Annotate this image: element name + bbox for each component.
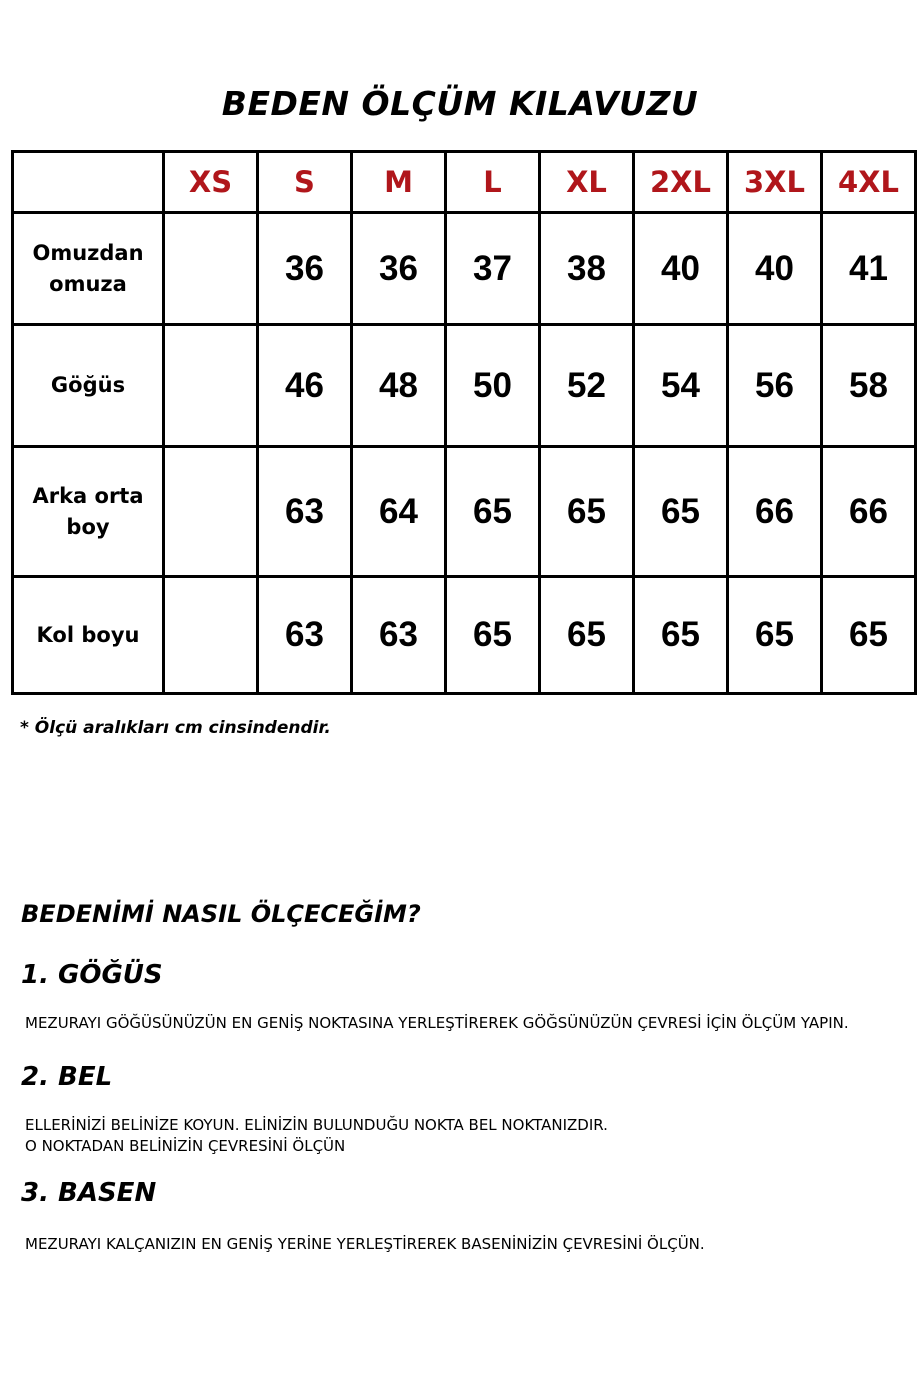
value-cell: 38: [540, 213, 634, 325]
value-cell: 41: [822, 213, 916, 325]
value-cell: 46: [258, 325, 352, 447]
row-label: [13, 577, 164, 694]
value-cell: 40: [728, 213, 822, 325]
value-cell: 65: [446, 447, 540, 577]
value-cell: 66: [822, 447, 916, 577]
step-text-basen: MEZURAYI KALÇANIZIN EN GENİŞ YERİNE YERLEŞTİREREK BASENİNİZİN ÇEVRESİNİ ÖLÇÜN.: [25, 1235, 705, 1253]
value-cell: 36: [258, 213, 352, 325]
value-cell: 63: [258, 577, 352, 694]
value-cell: 56: [728, 325, 822, 447]
size-header-3xl: 3XL: [728, 152, 822, 213]
size-header-row: [13, 152, 916, 213]
value-cell: [164, 447, 258, 577]
step-title-bel: 2. BEL: [21, 1062, 113, 1092]
unit-note: * Ölçü aralıkları cm cinsindendir.: [20, 718, 331, 738]
size-header-m: M: [352, 152, 446, 213]
size-header-4xl: 4XL: [822, 152, 916, 213]
step-text-bel-line1: ELLERİNİZİ BELİNİZE KOYUN. ELİNİZİN BULUNDUĞU NOKTA BEL NOKTANIZDIR.: [25, 1116, 608, 1134]
table-row: [13, 447, 916, 577]
value-cell: [164, 213, 258, 325]
size-header-s: S: [258, 152, 352, 213]
value-cell: 58: [822, 325, 916, 447]
value-cell: 63: [352, 577, 446, 694]
value-cell: 50: [446, 325, 540, 447]
table-row: [13, 577, 916, 694]
value-cell: 52: [540, 325, 634, 447]
row-label-line: Omuzdan: [32, 240, 144, 265]
value-cell: 65: [822, 577, 916, 694]
size-header-xs: XS: [164, 152, 258, 213]
value-cell: [164, 577, 258, 694]
howto-title: BEDENİMİ NASIL ÖLÇECEĞİM?: [21, 900, 421, 928]
size-chart-table: [11, 150, 917, 695]
step-text-gogus: MEZURAYI GÖĞÜSÜNÜZÜN EN GENİŞ NOKTASINA YERLEŞTİREREK GÖĞSÜNÜZÜN ÇEVRESİ İÇİN ÖLÇÜM YAPIN.: [25, 1014, 849, 1032]
row-label-line: Kol boyu: [36, 622, 140, 647]
value-cell: 36: [352, 213, 446, 325]
row-label: [13, 447, 164, 577]
value-cell: 63: [258, 447, 352, 577]
value-cell: 65: [540, 577, 634, 694]
value-cell: [164, 325, 258, 447]
row-label-line: Arka orta: [32, 483, 144, 508]
table-row: [13, 325, 916, 447]
value-cell: 65: [540, 447, 634, 577]
step-title-gogus: 1. GÖĞÜS: [21, 960, 163, 990]
value-cell: 37: [446, 213, 540, 325]
size-header-2xl: 2XL: [634, 152, 728, 213]
value-cell: 65: [446, 577, 540, 694]
size-header-xl: XL: [540, 152, 634, 213]
size-header-l: L: [446, 152, 540, 213]
value-cell: 48: [352, 325, 446, 447]
value-cell: 54: [634, 325, 728, 447]
step-text-bel-line2: O NOKTADAN BELİNİZİN ÇEVRESİNİ ÖLÇÜN: [25, 1137, 346, 1155]
value-cell: 65: [728, 577, 822, 694]
step-title-basen: 3. BASEN: [21, 1178, 157, 1208]
value-cell: 40: [634, 213, 728, 325]
row-label: [13, 325, 164, 447]
value-cell: 65: [634, 447, 728, 577]
row-label-line: omuza: [49, 271, 127, 296]
value-cell: 66: [728, 447, 822, 577]
row-label-line: Göğüs: [50, 373, 126, 397]
page-title: BEDEN ÖLÇÜM KILAVUZU: [221, 84, 699, 123]
row-label: [13, 213, 164, 325]
value-cell: 65: [634, 577, 728, 694]
corner-cell: [13, 152, 164, 213]
row-label-line: boy: [66, 514, 110, 539]
table-row: [13, 213, 916, 325]
value-cell: 64: [352, 447, 446, 577]
